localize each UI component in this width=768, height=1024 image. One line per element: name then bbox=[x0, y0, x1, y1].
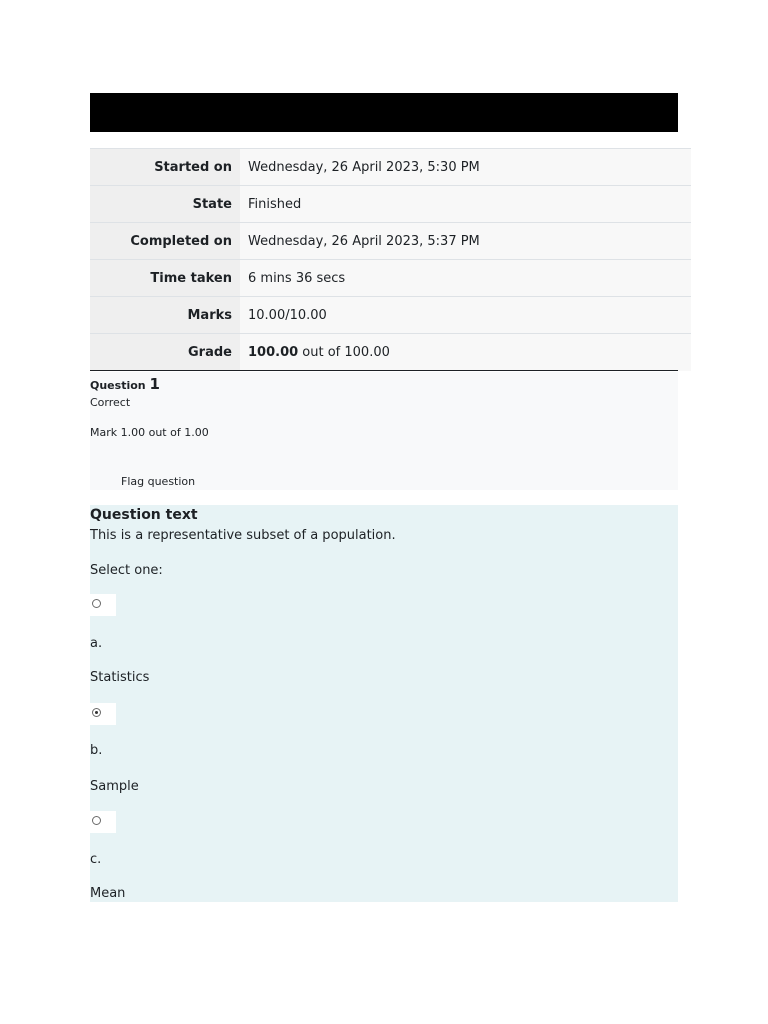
summary-label: Started on bbox=[90, 149, 240, 186]
question-info bbox=[90, 372, 678, 490]
grade-out-of: out of 100.00 bbox=[298, 344, 390, 360]
flag-question-link[interactable]: Flag question bbox=[121, 475, 196, 488]
question-number-value: 1 bbox=[149, 375, 160, 393]
summary-label: Completed on bbox=[90, 223, 240, 260]
option-a-radio-box[interactable] bbox=[90, 594, 116, 616]
option-a-letter: a. bbox=[90, 636, 103, 651]
question-label: Question bbox=[90, 379, 150, 392]
summary-value: Wednesday, 26 April 2023, 5:37 PM bbox=[240, 223, 691, 260]
question-state: Correct bbox=[90, 396, 131, 409]
option-c-letter: c. bbox=[90, 852, 102, 867]
option-b-radio-box[interactable] bbox=[90, 703, 116, 725]
radio-checked-icon[interactable] bbox=[92, 708, 101, 717]
option-b-letter: b. bbox=[90, 743, 103, 758]
summary-value bbox=[240, 334, 691, 371]
summary-label: State bbox=[90, 186, 240, 223]
summary-row-state bbox=[90, 186, 691, 223]
radio-unchecked-icon[interactable] bbox=[92, 599, 101, 608]
option-a-text: Statistics bbox=[90, 670, 150, 685]
summary-row-completed-on bbox=[90, 223, 691, 260]
summary-label: Marks bbox=[90, 297, 240, 334]
summary-label: Grade bbox=[90, 334, 240, 371]
summary-label: Time taken bbox=[90, 260, 240, 297]
summary-row-started-on bbox=[90, 149, 691, 186]
summary-value: 10.00/10.00 bbox=[240, 297, 691, 334]
grade-score: 100.00 bbox=[248, 344, 299, 360]
question-text-heading: Question text bbox=[90, 507, 198, 523]
question-text: This is a representative subset of a population. bbox=[90, 528, 396, 543]
header-bar bbox=[90, 93, 678, 132]
divider bbox=[90, 370, 678, 371]
question-grade: Mark 1.00 out of 1.00 bbox=[90, 426, 209, 439]
radio-unchecked-icon[interactable] bbox=[92, 816, 101, 825]
summary-row-grade bbox=[90, 334, 691, 371]
option-c-text: Mean bbox=[90, 886, 126, 901]
summary-row-time-taken bbox=[90, 260, 691, 297]
question-formulation bbox=[90, 505, 678, 902]
summary-value: Finished bbox=[240, 186, 691, 223]
question-number bbox=[90, 375, 160, 393]
option-b-text: Sample bbox=[90, 779, 139, 794]
summary-value: 6 mins 36 secs bbox=[240, 260, 691, 297]
summary-row-marks bbox=[90, 297, 691, 334]
option-c-radio-box[interactable] bbox=[90, 811, 116, 833]
summary-value: Wednesday, 26 April 2023, 5:30 PM bbox=[240, 149, 691, 186]
attempt-summary-table bbox=[90, 148, 691, 371]
select-prompt: Select one: bbox=[90, 563, 163, 578]
